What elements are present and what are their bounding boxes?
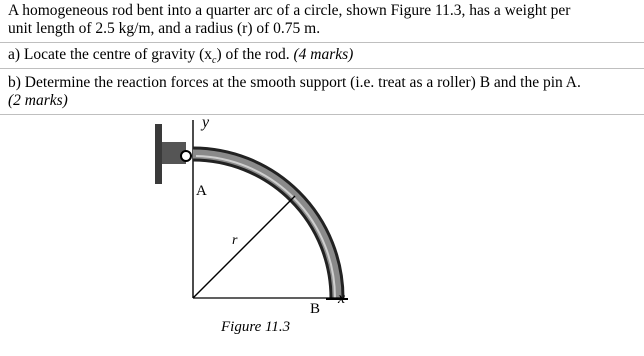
intro-line-1: A homogeneous rod bent into a quarter arc of a circle, shown Figure 11.3, has a weight per: [8, 2, 571, 19]
point-a-label: A: [196, 183, 207, 199]
radius-line: [193, 196, 295, 298]
part-a-text: a) Locate the centre of gravity (x: [8, 46, 212, 63]
part-a-subscript: c: [211, 55, 217, 67]
pin-a: [181, 151, 191, 161]
part-a-close: ) of the rod.: [216, 46, 290, 63]
divider: [0, 42, 644, 43]
part-b-line-1: b) Determine the reaction forces at the smooth support (i.e. treat as a roller) B and the pin A.: [8, 74, 581, 91]
part-a-marks: (4 marks): [293, 46, 354, 63]
part-a: [8, 46, 353, 70]
divider: [0, 68, 644, 69]
wall-support: [155, 124, 162, 184]
point-b-label: B: [310, 301, 321, 317]
part-b-marks: (2 marks): [8, 92, 68, 109]
y-axis-label: y: [202, 114, 210, 131]
intro-line-2: unit length of 2.5 kg/m, and a radius (r) of 0.75 m.: [8, 20, 321, 37]
figure-caption: Figure 11.3: [221, 319, 291, 335]
radius-label: r: [232, 233, 238, 248]
x-axis-label: x: [338, 290, 346, 307]
figure-11-3: [150, 112, 370, 312]
